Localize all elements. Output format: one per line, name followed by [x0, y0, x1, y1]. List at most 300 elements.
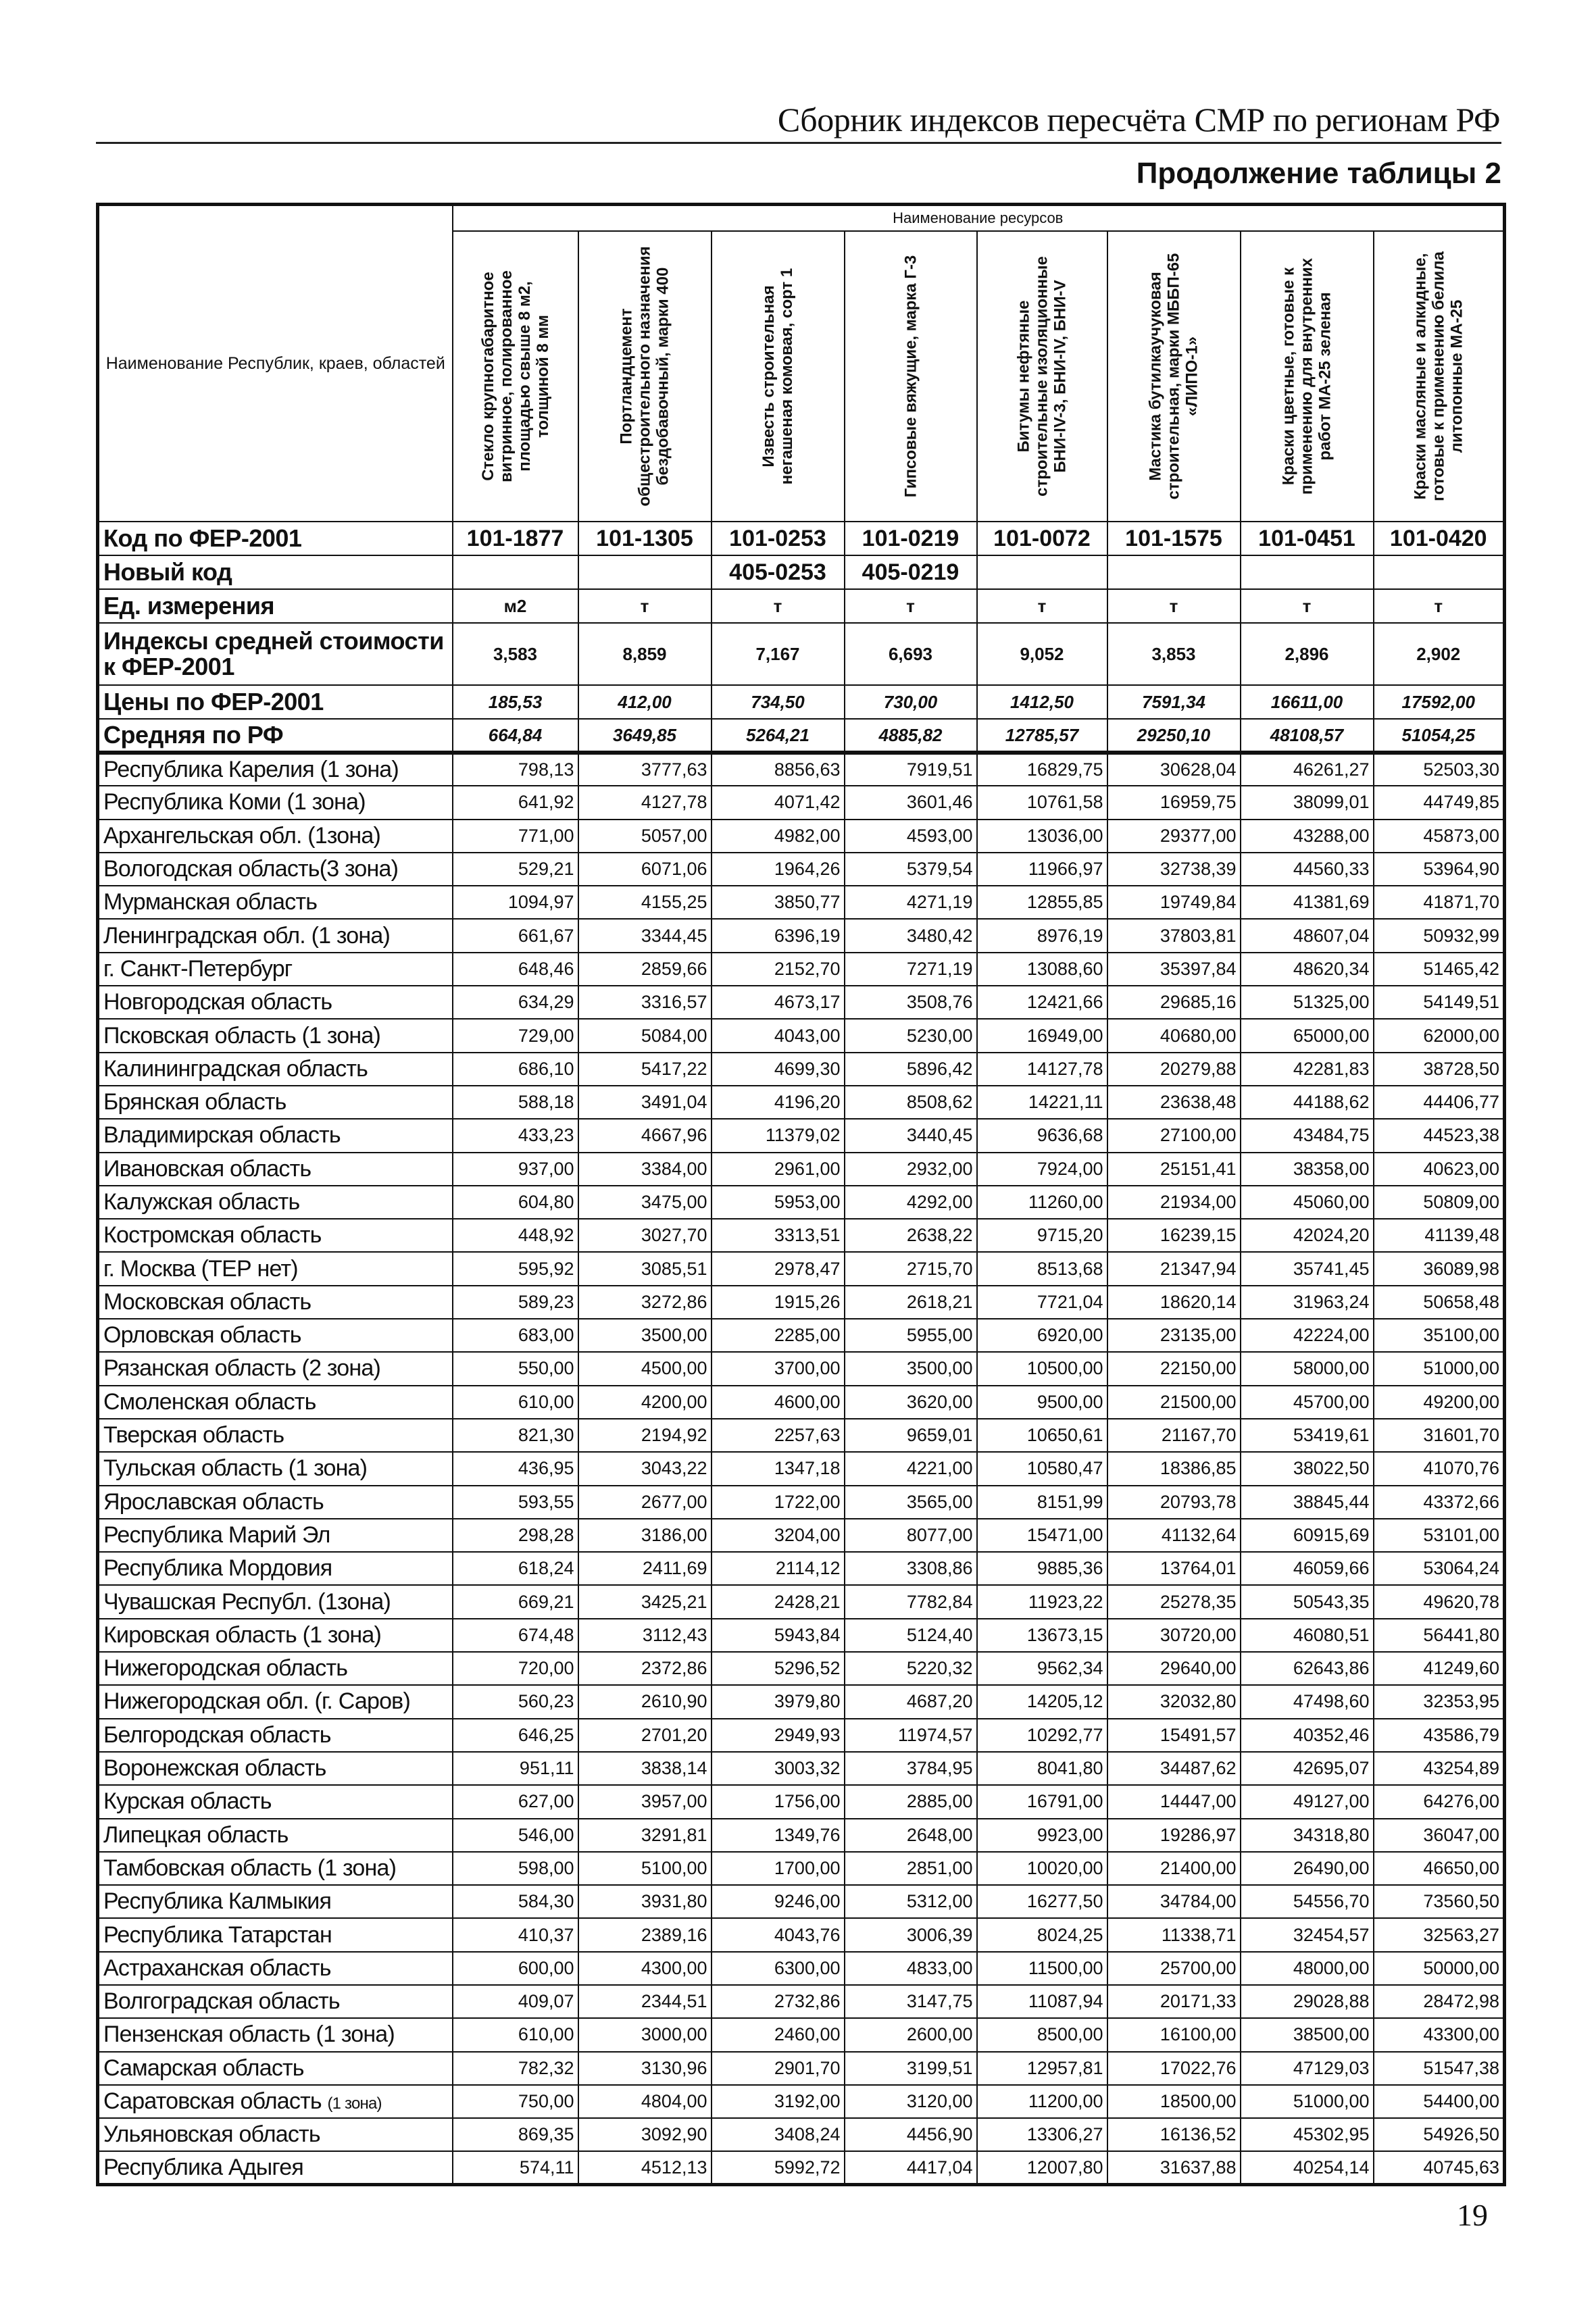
cell-value: 32353,95: [1374, 1685, 1505, 1718]
cell-value: 17022,76: [1107, 2052, 1241, 2085]
cell-value: 19286,97: [1107, 1819, 1241, 1852]
cell-value: 2610,90: [578, 1685, 712, 1718]
cell-value: 2859,66: [578, 953, 712, 986]
cell-value: 3838,14: [578, 1752, 712, 1785]
region-name-text: Тверская область: [103, 1422, 284, 1449]
region-name-text: Калужская область: [103, 1189, 300, 1215]
cell-value: 29640,00: [1107, 1652, 1241, 1685]
table-row: [98, 919, 1505, 952]
table-row: [98, 2052, 1505, 2085]
cell-value: 12855,85: [977, 886, 1107, 919]
cell-value: 101-0451: [1241, 522, 1374, 555]
cell-value: 4071,42: [712, 786, 845, 819]
cell-value: 2932,00: [845, 1153, 977, 1186]
cell-value: 2114,12: [712, 1552, 845, 1585]
cell-value: 4804,00: [578, 2085, 712, 2118]
cell-value: 8976,19: [977, 919, 1107, 952]
cell-value: 6071,06: [578, 853, 712, 886]
resource-column-label: Мастика бутилкаучуковая строительная, марки МББП-65 «ЛИПО-1»: [1146, 253, 1201, 500]
table-row: [98, 753, 1505, 786]
cell-value: 45873,00: [1374, 820, 1505, 853]
resource-column-header: [578, 231, 712, 522]
cell-value: 951,11: [453, 1752, 578, 1785]
cell-value: 4687,20: [845, 1685, 977, 1718]
cell-value: 42281,83: [1241, 1053, 1374, 1086]
table-row: [98, 1619, 1505, 1652]
cell-value: 3777,63: [578, 753, 712, 786]
table-row: [98, 1186, 1505, 1219]
table-row: [98, 1852, 1505, 1885]
cell-value: 41139,48: [1374, 1219, 1505, 1252]
cell-value: 3003,32: [712, 1752, 845, 1785]
region-name: [98, 2052, 453, 2085]
cell-value: 53419,61: [1241, 1419, 1374, 1452]
cell-value: 869,35: [453, 2118, 578, 2151]
region-name: [98, 1619, 453, 1652]
region-name: [98, 1186, 453, 1219]
cell-value: [1107, 555, 1241, 589]
cell-value: 7,167: [712, 623, 845, 685]
cell-value: 409,07: [453, 1985, 578, 2018]
resource-column-header: [712, 231, 845, 522]
region-name: [98, 1352, 453, 1385]
cell-value: 16136,52: [1107, 2118, 1241, 2151]
region-name: [98, 1918, 453, 1951]
cell-value: 669,21: [453, 1585, 578, 1618]
cell-value: 529,21: [453, 853, 578, 886]
region-name-text: Республика Марий Эл: [103, 1521, 330, 1548]
cell-value: 3850,77: [712, 886, 845, 919]
cell-value: 36089,98: [1374, 1252, 1505, 1285]
cell-value: 3344,45: [578, 919, 712, 952]
cell-value: 9500,00: [977, 1386, 1107, 1419]
cell-value: 34487,62: [1107, 1752, 1241, 1785]
region-name: [98, 1852, 453, 1885]
cell-value: 5220,32: [845, 1652, 977, 1685]
cell-value: 798,13: [453, 753, 578, 786]
cell-value: 7919,51: [845, 753, 977, 786]
cell-value: 298,28: [453, 1519, 578, 1552]
region-name: [98, 1053, 453, 1086]
region-name-text: Кировская область (1 зона): [103, 1621, 382, 1648]
table-row: [98, 986, 1505, 1019]
cell-value: 433,23: [453, 1119, 578, 1152]
cell-value: 686,10: [453, 1053, 578, 1086]
cell-value: 3,853: [1107, 623, 1241, 685]
cell-value: 8,859: [578, 623, 712, 685]
cell-value: 9,052: [977, 623, 1107, 685]
cell-value: 101-1877: [453, 522, 578, 555]
cell-value: 648,46: [453, 953, 578, 986]
cell-value: 595,92: [453, 1252, 578, 1285]
cell-value: 2194,92: [578, 1419, 712, 1452]
row-label-line: Индексы средней стоимости: [103, 627, 444, 655]
table-row: [98, 2151, 1505, 2184]
cell-value: 584,30: [453, 1885, 578, 1918]
cell-value: 4043,00: [712, 1019, 845, 1052]
cell-value: 52503,30: [1374, 753, 1505, 786]
cell-value: 4417,04: [845, 2151, 977, 2184]
cell-value: 49200,00: [1374, 1386, 1505, 1419]
cell-value: 2411,69: [578, 1552, 712, 1585]
cell-value: 19749,84: [1107, 886, 1241, 919]
cell-value: 3308,86: [845, 1552, 977, 1585]
cell-value: 3979,80: [712, 1685, 845, 1718]
region-name: [98, 1519, 453, 1552]
cell-value: 42695,07: [1241, 1752, 1374, 1785]
cell-value: 4512,13: [578, 2151, 712, 2184]
cell-value: 1700,00: [712, 1852, 845, 1885]
cell-value: 7591,34: [1107, 685, 1241, 719]
cell-value: 3316,57: [578, 986, 712, 1019]
cell-value: 3620,00: [845, 1386, 977, 1419]
cell-value: 38500,00: [1241, 2018, 1374, 2051]
cell-value: 101-0219: [845, 522, 977, 555]
cell-value: 9636,68: [977, 1119, 1107, 1152]
cell-value: 8513,68: [977, 1252, 1107, 1285]
region-name-text: Ивановская область: [103, 1155, 311, 1182]
cell-value: 41132,64: [1107, 1519, 1241, 1552]
region-name-text: Рязанская область (2 зона): [103, 1355, 380, 1382]
cell-value: 2677,00: [578, 1486, 712, 1519]
cell-value: 17592,00: [1374, 685, 1505, 719]
cell-value: 448,92: [453, 1219, 578, 1252]
cell-value: 18500,00: [1107, 2085, 1241, 2118]
row-label: [98, 623, 453, 685]
region-name-text: Республика Татарстан: [103, 1921, 332, 1948]
cell-value: 7271,19: [845, 953, 977, 986]
region-name: [98, 2151, 453, 2184]
resource-column-label: Краски цветные, готовые к применению для внутренних работ МА-25 зеленая: [1279, 257, 1335, 495]
cell-value: 54556,70: [1241, 1885, 1374, 1918]
cell-value: 589,23: [453, 1286, 578, 1319]
cell-value: 4155,25: [578, 886, 712, 919]
cell-value: 4667,96: [578, 1119, 712, 1152]
cell-value: 40352,46: [1241, 1719, 1374, 1752]
cell-value: 41871,70: [1374, 886, 1505, 919]
cell-value: 13306,27: [977, 2118, 1107, 2151]
region-name-text: Саратовская область: [103, 2088, 322, 2115]
resource-column-label: Стекло крупногабаритное витринное, полированное площадью свыше 8 м2, толщиной 8 мм: [478, 270, 552, 482]
cell-value: 2885,00: [845, 1785, 977, 1818]
table-row: [98, 1053, 1505, 1086]
cell-value: 1756,00: [712, 1785, 845, 1818]
table-row: [98, 1819, 1505, 1852]
page-number: 19: [1457, 2198, 1488, 2232]
cell-value: 27100,00: [1107, 1119, 1241, 1152]
region-name: [98, 1419, 453, 1452]
cell-value: 1915,26: [712, 1286, 845, 1319]
cell-value: 412,00: [578, 685, 712, 719]
region-name: [98, 953, 453, 986]
cell-value: 3199,51: [845, 2052, 977, 2085]
cell-value: 5124,40: [845, 1619, 977, 1652]
cell-value: 54926,50: [1374, 2118, 1505, 2151]
region-name-text: г. Москва (ТЕР нет): [103, 1255, 298, 1282]
cell-value: 25278,35: [1107, 1585, 1241, 1618]
cell-value: 45302,95: [1241, 2118, 1374, 2151]
region-name-text: Ярославская область: [103, 1488, 324, 1515]
cell-value: 40623,00: [1374, 1153, 1505, 1186]
region-name-text: Республика Адыгея: [103, 2154, 303, 2180]
cell-value: т: [578, 589, 712, 623]
cell-value: т: [1241, 589, 1374, 623]
region-name-text: Новгородская область: [103, 989, 332, 1015]
cell-value: 3291,81: [578, 1819, 712, 1852]
region-name: [98, 919, 453, 952]
cell-value: 11966,97: [977, 853, 1107, 886]
region-name-text: Тамбовская область (1 зона): [103, 1855, 397, 1881]
cell-value: 101-0072: [977, 522, 1107, 555]
region-zone-suffix: (1 зона): [327, 2094, 382, 2113]
cell-value: 618,24: [453, 1552, 578, 1585]
cell-value: 2851,00: [845, 1852, 977, 1885]
cell-value: 101-1305: [578, 522, 712, 555]
cell-value: 51000,00: [1374, 1352, 1505, 1385]
cell-value: 3186,00: [578, 1519, 712, 1552]
cell-value: 1349,76: [712, 1819, 845, 1852]
cell-value: 14221,11: [977, 1086, 1107, 1119]
region-name-text: Республика Карелия (1 зона): [103, 757, 399, 783]
cell-value: 3475,00: [578, 1186, 712, 1219]
cell-value: 11087,94: [977, 1985, 1107, 2018]
cell-value: 12007,80: [977, 2151, 1107, 2184]
cell-value: 9562,34: [977, 1652, 1107, 1685]
cell-value: 588,18: [453, 1086, 578, 1119]
cell-value: 53064,24: [1374, 1552, 1505, 1585]
cell-value: 29685,16: [1107, 986, 1241, 1019]
cell-value: 16100,00: [1107, 2018, 1241, 2051]
region-name: [98, 1952, 453, 1985]
cell-value: 21347,94: [1107, 1252, 1241, 1285]
table-row: [98, 886, 1505, 919]
cell-value: 2285,00: [712, 1319, 845, 1352]
table-row: [98, 1752, 1505, 1785]
cell-value: 5379,54: [845, 853, 977, 886]
cell-value: 4292,00: [845, 1186, 977, 1219]
table-row: [98, 1352, 1505, 1385]
cell-value: 53964,90: [1374, 853, 1505, 886]
region-name-text: Самарская область: [103, 2055, 304, 2081]
region-name-text: Ульяновская область: [103, 2121, 320, 2148]
row-label-line: к ФЕР-2001: [103, 653, 234, 680]
cell-value: 5955,00: [845, 1319, 977, 1352]
cell-value: 4833,00: [845, 1952, 977, 1985]
cell-value: 5057,00: [578, 820, 712, 853]
table-row: [98, 1652, 1505, 1685]
region-name: [98, 786, 453, 819]
region-name: [98, 1219, 453, 1252]
table-row: [98, 1585, 1505, 1618]
cell-value: 47129,03: [1241, 2052, 1374, 2085]
cell-value: 3112,43: [578, 1619, 712, 1652]
cell-value: 36047,00: [1374, 1819, 1505, 1852]
table-row: [98, 1486, 1505, 1519]
region-name-text: Чувашская Республ. (1зона): [103, 1588, 391, 1615]
region-name: [98, 1086, 453, 1119]
cell-value: 60915,69: [1241, 1519, 1374, 1552]
cell-value: 3649,85: [578, 719, 712, 753]
cell-value: 48607,04: [1241, 919, 1374, 952]
cell-value: 9246,00: [712, 1885, 845, 1918]
cell-value: 574,11: [453, 2151, 578, 2184]
cell-value: 3085,51: [578, 1252, 712, 1285]
cell-value: 8151,99: [977, 1486, 1107, 1519]
cell-value: 3491,04: [578, 1086, 712, 1119]
region-name-text: Волгоградская область: [103, 1988, 340, 2015]
cell-value: 7721,04: [977, 1286, 1107, 1319]
cell-value: 43372,66: [1374, 1486, 1505, 1519]
cell-value: т: [845, 589, 977, 623]
cell-value: 49127,00: [1241, 1785, 1374, 1818]
table-row: [98, 1452, 1505, 1485]
table-row: [98, 1119, 1505, 1152]
cell-value: 3784,95: [845, 1752, 977, 1785]
cell-value: 2389,16: [578, 1918, 712, 1951]
cell-value: 3272,86: [578, 1286, 712, 1319]
cell-value: 44749,85: [1374, 786, 1505, 819]
cell-value: 2715,70: [845, 1252, 977, 1285]
region-name: [98, 2085, 453, 2118]
cell-value: 32738,39: [1107, 853, 1241, 886]
cell-value: 3092,90: [578, 2118, 712, 2151]
cell-value: 5296,52: [712, 1652, 845, 1685]
cell-value: 674,48: [453, 1619, 578, 1652]
cell-value: 41249,60: [1374, 1652, 1505, 1685]
cell-value: [1374, 555, 1505, 589]
cell-value: 9885,36: [977, 1552, 1107, 1585]
cell-value: 13036,00: [977, 820, 1107, 853]
table-row: [98, 1386, 1505, 1419]
cell-value: 8500,00: [977, 2018, 1107, 2051]
cell-value: 8508,62: [845, 1086, 977, 1119]
table-row: [98, 1918, 1505, 1951]
row-label: Код по ФЕР-2001: [98, 522, 453, 555]
region-name-header: Наименование Республик, краев, областей: [98, 205, 453, 522]
cell-value: 4221,00: [845, 1452, 977, 1485]
cell-value: 720,00: [453, 1652, 578, 1685]
region-name-text: Костромская область: [103, 1222, 322, 1249]
cell-value: 6920,00: [977, 1319, 1107, 1352]
cell-value: 21400,00: [1107, 1852, 1241, 1885]
cell-value: 3000,00: [578, 2018, 712, 2051]
cell-value: 51054,25: [1374, 719, 1505, 753]
cell-value: 34784,00: [1107, 1885, 1241, 1918]
region-name: [98, 1286, 453, 1319]
cell-value: 35397,84: [1107, 953, 1241, 986]
region-name-text: Орловская область: [103, 1322, 301, 1349]
region-name-text: Республика Калмыкия: [103, 1888, 332, 1915]
cell-value: 5264,21: [712, 719, 845, 753]
table-row: [98, 820, 1505, 853]
cell-value: 12785,57: [977, 719, 1107, 753]
row-label: Ед. измерения: [98, 589, 453, 623]
cell-value: 54400,00: [1374, 2085, 1505, 2118]
region-name: [98, 753, 453, 786]
average-row: [98, 719, 1505, 753]
cell-value: 7782,84: [845, 1585, 977, 1618]
cell-value: 2978,47: [712, 1252, 845, 1285]
cell-value: 3425,21: [578, 1585, 712, 1618]
cell-value: 4127,78: [578, 786, 712, 819]
cell-value: 1094,97: [453, 886, 578, 919]
cell-value: 10580,47: [977, 1452, 1107, 1485]
region-name-text: Московская область: [103, 1288, 311, 1315]
cell-value: 11923,22: [977, 1585, 1107, 1618]
cell-value: 101-0420: [1374, 522, 1505, 555]
cell-value: [453, 555, 578, 589]
region-name-text: Пензенская область (1 зона): [103, 2021, 395, 2048]
cell-value: 3204,00: [712, 1519, 845, 1552]
cell-value: 14205,12: [977, 1685, 1107, 1718]
cell-value: 10650,61: [977, 1419, 1107, 1452]
table-row: [98, 1519, 1505, 1552]
cell-value: 11200,00: [977, 2085, 1107, 2118]
cell-value: 48108,57: [1241, 719, 1374, 753]
cell-value: 21167,70: [1107, 1419, 1241, 1452]
cell-value: 646,25: [453, 1719, 578, 1752]
cell-value: 1412,50: [977, 685, 1107, 719]
cell-value: 634,29: [453, 986, 578, 1019]
cell-value: 21934,00: [1107, 1186, 1241, 1219]
cell-value: 4982,00: [712, 820, 845, 853]
cell-value: 42024,20: [1241, 1219, 1374, 1252]
resources-header: Наименование ресурсов: [453, 205, 1505, 232]
resource-column-header: [453, 231, 578, 522]
region-name-text: Тульская область (1 зона): [103, 1455, 368, 1482]
row-label: Средняя по РФ: [98, 719, 453, 753]
cell-value: 50658,48: [1374, 1286, 1505, 1319]
cell-value: 16949,00: [977, 1019, 1107, 1052]
region-name-text: Белгородская область: [103, 1721, 331, 1748]
cell-value: 410,37: [453, 1918, 578, 1951]
region-name-text: Ленинградская обл. (1 зона): [103, 922, 391, 949]
cell-value: 1964,26: [712, 853, 845, 886]
cell-value: 627,00: [453, 1785, 578, 1818]
cell-value: 610,00: [453, 1386, 578, 1419]
cell-value: 5896,42: [845, 1053, 977, 1086]
region-name: [98, 2118, 453, 2151]
cell-value: 46059,66: [1241, 1552, 1374, 1585]
regional-index-table: [96, 203, 1506, 2186]
header-rule: [96, 142, 1501, 144]
cell-value: 5943,84: [712, 1619, 845, 1652]
cell-value: 43300,00: [1374, 2018, 1505, 2051]
cell-value: 16277,50: [977, 1885, 1107, 1918]
cell-value: 46080,51: [1241, 1619, 1374, 1652]
cell-value: 51325,00: [1241, 986, 1374, 1019]
cell-value: 31637,88: [1107, 2151, 1241, 2184]
cell-value: 44560,33: [1241, 853, 1374, 886]
region-name-text: Воронежская область: [103, 1755, 326, 1782]
cell-value: 8856,63: [712, 753, 845, 786]
cell-value: 2257,63: [712, 1419, 845, 1452]
table-row: [98, 1952, 1505, 1985]
cell-value: 23638,48: [1107, 1086, 1241, 1119]
cell-value: 3931,80: [578, 1885, 712, 1918]
region-name-text: г. Санкт-Петербург: [103, 955, 293, 982]
cell-value: 10500,00: [977, 1352, 1107, 1385]
cell-value: 3313,51: [712, 1219, 845, 1252]
cell-value: 2600,00: [845, 2018, 977, 2051]
cell-value: 664,84: [453, 719, 578, 753]
resource-column-header: [1107, 231, 1241, 522]
cell-value: 15471,00: [977, 1519, 1107, 1552]
cell-value: 4271,19: [845, 886, 977, 919]
cell-value: 2372,86: [578, 1652, 712, 1685]
cell-value: 3043,22: [578, 1452, 712, 1485]
index-row: [98, 623, 1505, 685]
